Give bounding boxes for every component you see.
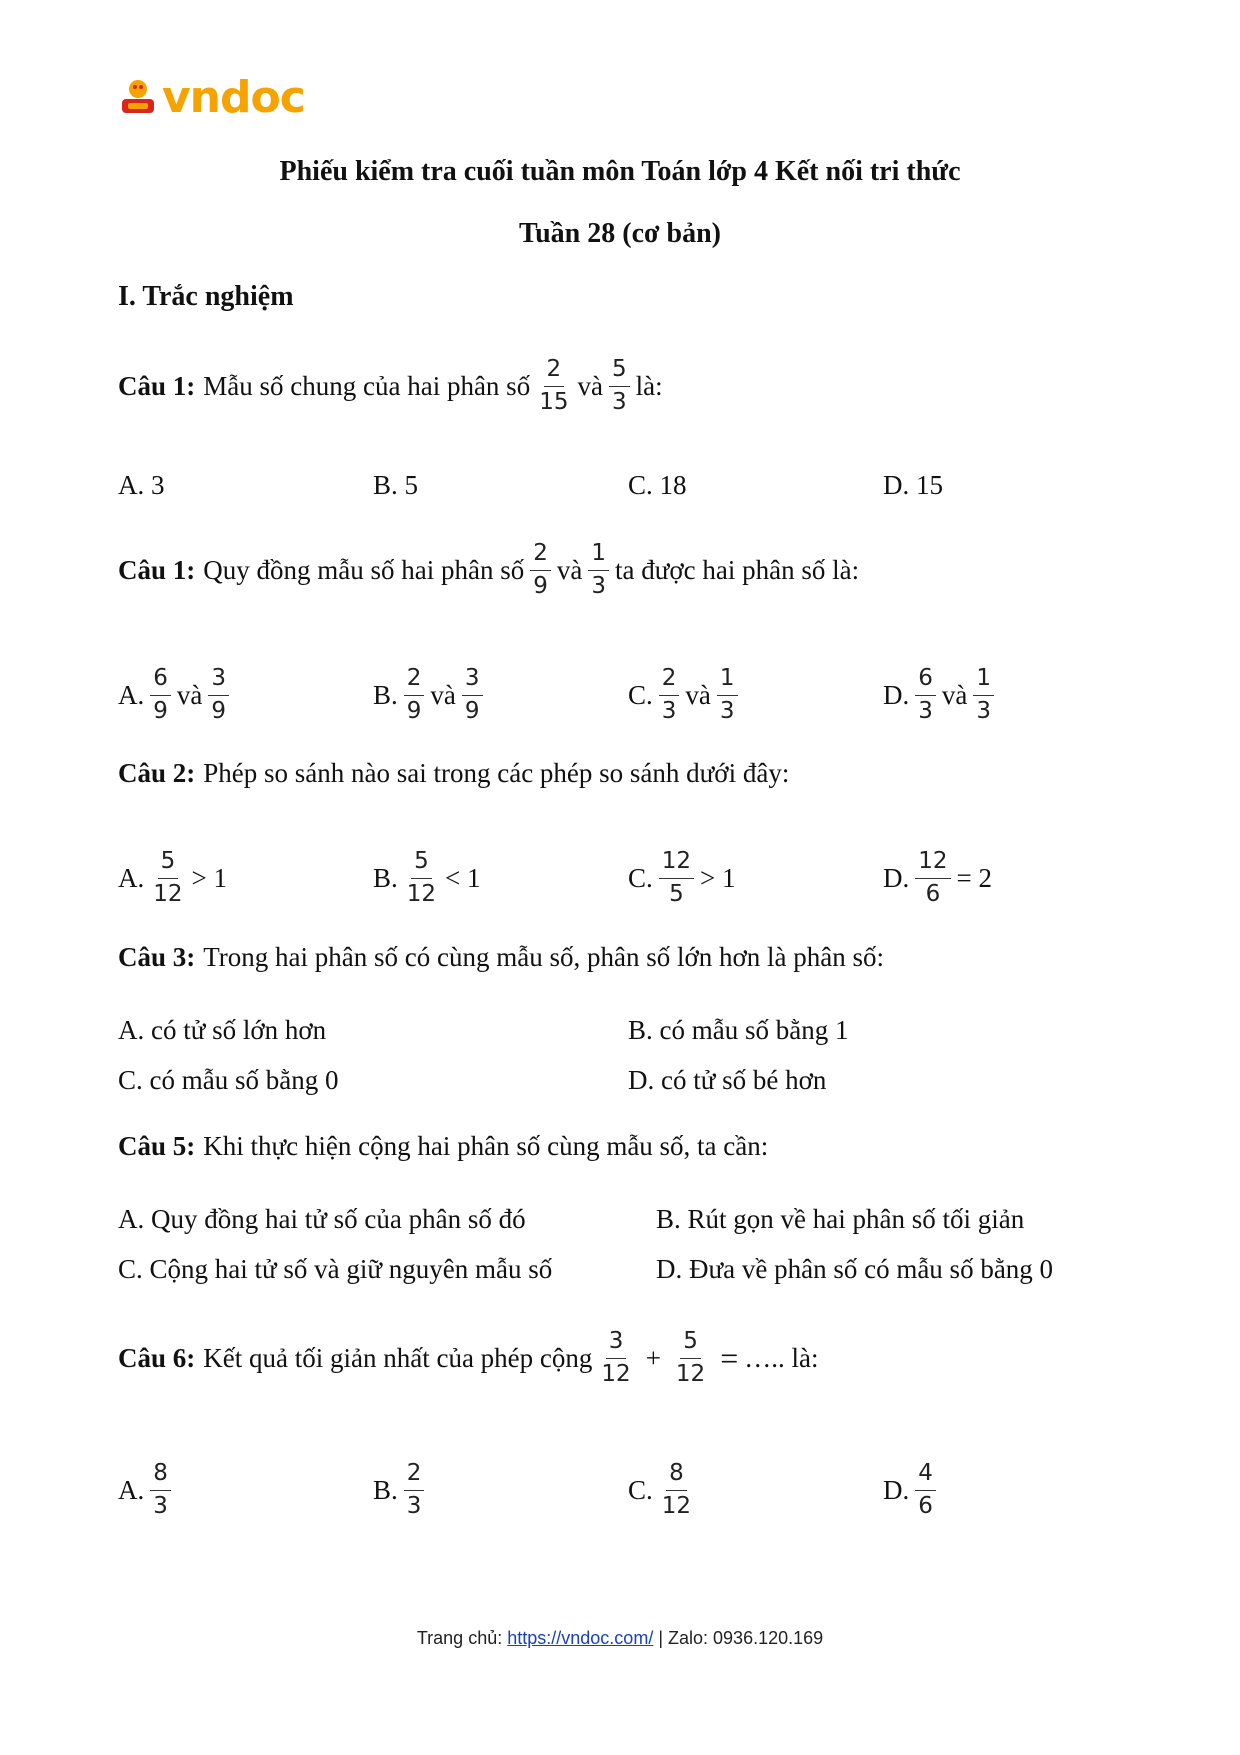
question-3: [118, 758, 789, 789]
option-d[interactable]: D. $\frac{4}{6}$: [883, 1460, 942, 1520]
option-c[interactable]: C. $\frac{12}{5}$ > 1: [628, 848, 736, 907]
page-footer: [0, 1628, 1240, 1649]
question-6: [118, 1328, 819, 1388]
option-a[interactable]: A. 3: [118, 470, 165, 500]
question-label: Câu 3:: [118, 942, 196, 972]
section-heading: I. Trắc nghiệm: [118, 281, 294, 312]
option-d[interactable]: D. $\frac{6}{3}$ và $\frac{1}{3}$: [883, 665, 1000, 725]
question-label: Câu 6:: [118, 1342, 196, 1373]
option-b[interactable]: B. $\frac{5}{12}$ < 1: [373, 848, 481, 907]
footer-prefix: Trang chủ:: [416, 1628, 503, 1648]
option-c[interactable]: C. có mẫu số bằng 0: [118, 1065, 339, 1095]
fraction: $\frac{5}{3}$: [609, 356, 630, 416]
option-c[interactable]: C. 18: [628, 470, 687, 500]
question-text: Phép so sánh nào sai trong các phép so sánh dưới đây:: [203, 758, 790, 788]
vndoc-logo[interactable]: [118, 72, 305, 122]
option-b[interactable]: B. $\frac{2}{9}$ và $\frac{3}{9}$: [373, 665, 489, 725]
option-c[interactable]: C. Cộng hai tử số và giữ nguyên mẫu số: [118, 1254, 553, 1284]
question-text: Mẫu số chung của hai phân số: [203, 370, 531, 401]
conjunction: và: [577, 370, 603, 401]
fraction: $\frac{2}{15}$: [539, 356, 569, 415]
option-b[interactable]: B. 5: [373, 470, 419, 500]
fraction: $\frac{1}{3}$: [588, 540, 609, 600]
option-d[interactable]: D. $\frac{12}{6}$ = 2: [883, 848, 993, 907]
question-2: [118, 540, 859, 600]
question-text: Kết quả tối giản nhất của phép cộng: [203, 1342, 593, 1373]
question-text: Quy đồng mẫu số hai phân số: [203, 554, 525, 585]
question-end: là:: [635, 370, 663, 401]
page-subtitle: Tuần 28 (cơ bản): [519, 218, 721, 249]
question-4: [118, 942, 884, 973]
question-end: ta được hai phân số là:: [615, 554, 860, 585]
option-a[interactable]: A. Quy đồng hai tử số của phân số đó: [118, 1204, 526, 1234]
option-d[interactable]: D. 15: [883, 470, 943, 500]
option-a[interactable]: A. có tử số lớn hơn: [118, 1015, 327, 1045]
logo-mascot-icon: [118, 75, 158, 119]
question-1: [118, 356, 663, 416]
option-c[interactable]: C. $\frac{8}{12}$: [628, 1460, 692, 1519]
fraction: $\frac{3}{12}$: [601, 1328, 631, 1387]
question-text: Trong hai phân số có cùng mẫu số, phân số lớn hơn là phân số:: [203, 942, 885, 972]
footer-contact: | Zalo: 0936.120.169: [658, 1628, 824, 1648]
question-label: Câu 2:: [118, 758, 196, 788]
question-end: ….. là:: [744, 1342, 819, 1373]
equals-sign: =: [720, 1339, 739, 1376]
homepage-link[interactable]: https://vndoc.com/: [507, 1628, 654, 1648]
plus-sign: +: [645, 1342, 661, 1373]
option-d[interactable]: D. có tử số bé hơn: [628, 1065, 827, 1095]
fraction: $\frac{5}{12}$: [675, 1328, 706, 1387]
page-title: Phiếu kiểm tra cuối tuần môn Toán lớp 4 Kết nối tri thức: [279, 156, 961, 187]
option-a[interactable]: A. $\frac{8}{3}$: [118, 1460, 177, 1520]
question-label: Câu 1:: [118, 554, 196, 585]
option-a[interactable]: A. $\frac{5}{12}$ > 1: [118, 848, 228, 907]
option-b[interactable]: B. $\frac{2}{3}$: [373, 1460, 430, 1520]
question-label: Câu 1:: [118, 370, 196, 401]
question-5: [118, 1131, 768, 1162]
option-b[interactable]: B. Rút gọn về hai phân số tối giản: [656, 1204, 1025, 1234]
fraction: $\frac{2}{9}$: [530, 540, 551, 600]
conjunction: và: [556, 554, 583, 585]
option-a[interactable]: A. $\frac{6}{9}$ và $\frac{3}{9}$: [118, 665, 235, 725]
option-c[interactable]: C. $\frac{2}{3}$ và $\frac{1}{3}$: [628, 665, 744, 725]
question-label: Câu 5:: [118, 1131, 196, 1161]
option-d[interactable]: D. Đưa về phân số có mẫu số bằng 0: [656, 1254, 1054, 1284]
logo-text: vndoc: [162, 71, 305, 123]
option-b[interactable]: B. có mẫu số bằng 1: [628, 1015, 849, 1045]
question-text: Khi thực hiện cộng hai phân số cùng mẫu số, ta cần:: [203, 1131, 769, 1161]
